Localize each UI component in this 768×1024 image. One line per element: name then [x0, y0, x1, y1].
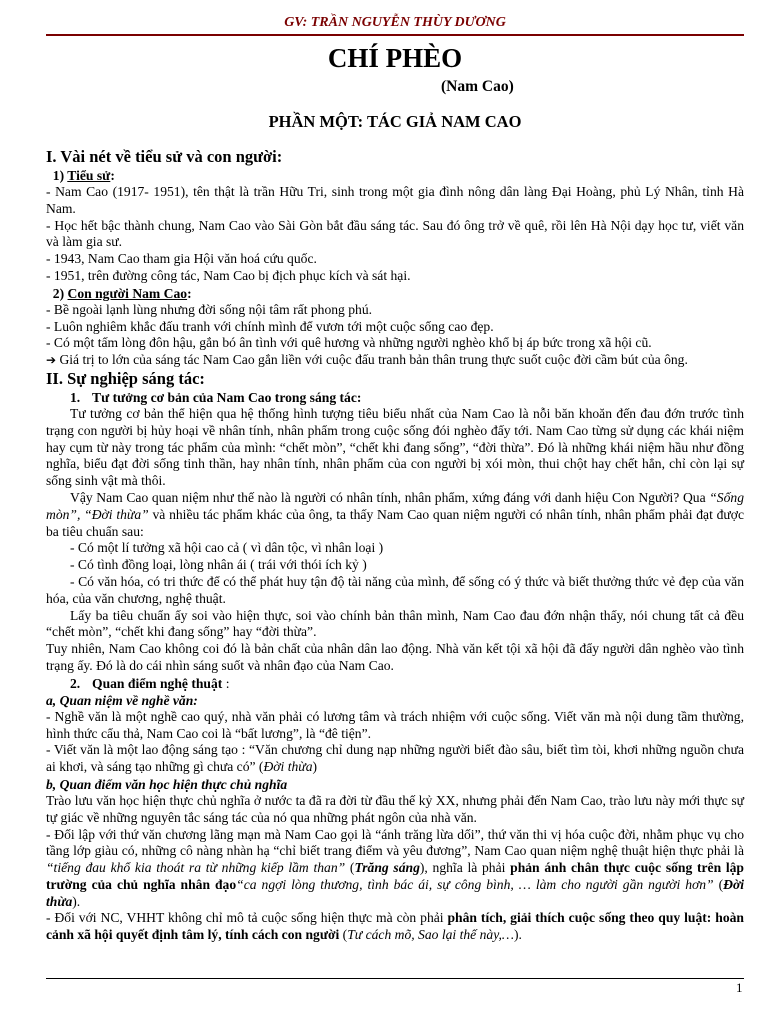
heading-number: 1. — [70, 389, 81, 405]
paragraph: - 1943, Nam Cao tham gia Hội văn hoá cứu quốc. — [46, 251, 317, 267]
heading-text: Quan điểm nghệ thuật — [92, 675, 223, 691]
arrow-right-icon: ➔ — [46, 353, 57, 368]
section-2-heading: II. Sự nghiệp sáng tác: — [46, 368, 205, 388]
text-span: ). — [513, 927, 522, 943]
con-nguoi-number: 2) — [52, 285, 65, 301]
section-1-heading: I. Vài nét về tiểu sử và con người: — [46, 147, 283, 166]
paragraph: - Có một tấm lòng đôn hậu, gắn bó ân tình với quê hương và những người nghèo khổ bị áp bức trong xã hội cũ. — [46, 335, 652, 351]
paragraph — [46, 910, 744, 944]
page-title: CHÍ PHÈO — [327, 43, 463, 73]
paragraph: - Nam Cao (1917- 1951), tên thật là trần Hữu Tri, sinh trong một gia đình nông dân làng Đại Hoàng, phủ Lý Nhân, tỉnh Hà Nam. — [46, 184, 744, 216]
work-title: Đời thừa — [263, 759, 313, 775]
text-span: ). — [72, 893, 81, 909]
quote: “tiếng đau khổ kia thoát ra từ những kiếp lầm than” — [46, 860, 346, 876]
heading-text: Tư tưởng cơ bản của Nam Cao trong sáng tác: — [92, 389, 362, 405]
paragraph: Tuy nhiên, Nam Cao không coi đó là bản chất của nhân dân lao động. Nhà văn kết tội xã hội đã đẩy người dân nghèo vào tình trạng ấy. Đó là do cái nhìn sáng suốt và nhân đạo của Nam Cao. — [46, 641, 744, 673]
text-span: - Viết văn là một lao động sáng tạo : “Văn chương chỉ dung nạp những người biết đào sâu, biết tìm tòi, khơi những nguồn chưa ai khơi, và sáng tạo những gì chưa có” ( — [46, 742, 744, 775]
paragraph: Lấy ba tiêu chuẩn ấy soi vào hiện thực, soi vào chính bản thân mình, Nam Cao đau đớn nhận thấy, nói chung tất cả đều “chết mòn”, “chết khi đang sống” hay “đời thừa”. — [46, 607, 744, 640]
text-span: Vậy Nam Cao quan niệm như thế nào là người có nhân tính, nhân phẩm, xứng đáng với danh hiệu Con Người? Qua — [70, 489, 710, 505]
paragraph: - 1951, trên đường công tác, Nam Cao bị địch phục kích và sát hại. — [46, 267, 411, 283]
footer-divider — [46, 978, 744, 979]
heading-colon: : — [222, 675, 230, 691]
text-span: ), nghĩa là phải — [419, 860, 511, 876]
quote: “ca ngợi lòng thương, tình bác ái, sự công bình, … làm cho người gần người hơn” — [236, 876, 714, 892]
text-span: ( — [339, 927, 348, 943]
subheading-b: b, Quan điểm văn học hiện thực chủ nghĩa — [46, 776, 288, 792]
tieu-su-label: Tiểu sử — [67, 168, 111, 183]
numbered-heading-2 — [46, 675, 744, 692]
work-title: Trăng sáng — [354, 860, 420, 876]
subheading-tieu-su — [46, 167, 744, 184]
page-number: 1 — [736, 980, 743, 995]
text-span: và nhiều tác phẩm khác của ông, ta thấy Nam Cao quan niệm người có nhân tính, nhân phẩm phải đạt được ba tiêu chuẩn sau: — [46, 506, 745, 539]
paragraph: Tư tưởng cơ bản thể hiện qua hệ thống hình tượng tiêu biểu nhất của Nam Cao là nỗi băn khoăn đến đau đớn trước tình trạng con người bị hủy hoại về nhân tính, nhân phẩm trong cuộc sống đói nghèo đấy tới. Nam Cao từng sử dụng các khái niệm hay cụm từ này trong tác phẩm của mình: “chết mòn”, “chết khi đang sống”, “đời thừa”. Đó là những khái niệm hầu như đồng nghĩa, biểu đạt đời sống tinh thần, hay nhân tính, nhân phẩm của con người bị xói mòn, thui chột hay chết hẳn, chỉ còn lại sự sống sinh vật mà thôi. — [46, 405, 744, 489]
emphasis: phân tích, giải thích cuộc sống theo quy luật: hoàn cảnh xã hội quyết định tâm lý, tính cách con người — [46, 910, 744, 943]
list-item: - Có tình đồng loại, lòng nhân ái ( trái với thói ích kỷ ) — [70, 557, 367, 573]
subheading-a: a, Quan niệm về nghề văn: — [46, 692, 198, 708]
paragraph: - Bề ngoài lạnh lùng nhưng đời sống nội tâm rất phong phú. — [46, 301, 373, 317]
text-span: ( — [345, 860, 355, 876]
text-span: - Đối với NC, VHHT không chỉ mô tả cuộc sống hiện thực mà còn phải — [46, 910, 448, 926]
paragraph: - Luôn nghiêm khắc đấu tranh với chính mình để vươn tới một cuộc sống cao đẹp. — [46, 318, 494, 334]
paragraph: - Học hết bậc thành chung, Nam Cao vào Sài Gòn bắt đầu sáng tác. Sau đó ông trở về quê, rồi lên Hà Nội dạy học tư, viết văn và làm gia sư. — [46, 217, 744, 250]
work-titles: Tư cách mõ, Sao lại thế này,… — [347, 927, 514, 943]
list-item: - Có văn hóa, có tri thức để có thể phát huy tận độ tài năng của mình, để sống có ý thức và biết thưởng thức vẻ đẹp của văn hóa, của văn chương, nghệ thuật. — [46, 573, 744, 606]
con-nguoi-label: Con người Nam Cao — [67, 285, 188, 301]
heading-number: 2. — [70, 675, 81, 691]
part-heading: PHẦN MỘT: TÁC GIẢ NAM CAO — [268, 112, 522, 131]
paragraph — [46, 742, 744, 776]
emphasis: phản ánh chân thực cuộc sống trên lập trường của chủ nghĩa nhân đạo — [46, 860, 744, 892]
paragraph — [46, 490, 744, 540]
list-item: - Có một lí tưởng xã hội cao cả ( vì dân tộc, vì nhân loại ) — [70, 540, 384, 556]
paragraph: Trào lưu văn học hiện thực chủ nghĩa ở nước ta đã ra đời từ đầu thế kỷ XX, nhưng phải đến Nam Cao, trào lưu này mới thực sự tự giác về những nguyên tắc sáng tác của nó qua những phát ngôn của nhà văn. — [46, 792, 744, 825]
author-subtitle: (Nam Cao) — [441, 78, 514, 95]
subheading-con-nguoi — [46, 285, 744, 302]
text-span: ) — [312, 759, 318, 775]
con-nguoi-colon: : — [187, 285, 192, 301]
text-span: - Đối lập với thứ văn chương lãng mạn mà Nam Cao gọi là “ánh trăng lừa dối”, thứ văn thi vị hóa cuộc đời, nhằm phục vụ cho tầng lớp giàu có, những cô nàng nhàn hạ “chỉ biết trang điểm và yêu đương”, Nam Cao quan niệm nghệ thuật hiện thực phải là — [46, 826, 744, 859]
tieu-su-number: 1) — [52, 168, 65, 183]
paragraph — [46, 352, 744, 369]
work-title: Đời thừa — [46, 876, 745, 909]
numbered-heading-1 — [46, 389, 744, 406]
paragraph: - Nghề văn là một nghề cao quý, nhà văn phải có lương tâm và trách nhiệm với cuộc sống. Viết văn mà nội dung tầm thường, hình thức cẩu thả, Nam Cao coi là “bất lương”, là “đê tiện”. — [46, 708, 744, 741]
work-titles: “Sống mòn”, “Đời thừa” — [46, 489, 744, 522]
paragraph — [46, 827, 744, 911]
tieu-su-colon: : — [110, 168, 115, 183]
document-page — [46, 10, 744, 944]
page-header: GV: TRẦN NGUYỄN THÙY DƯƠNG — [46, 10, 744, 36]
text-span: ( — [713, 876, 724, 892]
conclusion-text: Giá trị to lớn của sáng tác Nam Cao gắn liền với cuộc đấu tranh bản thân trung thực suốt cuộc đời cầm bút của ông. — [56, 352, 688, 368]
